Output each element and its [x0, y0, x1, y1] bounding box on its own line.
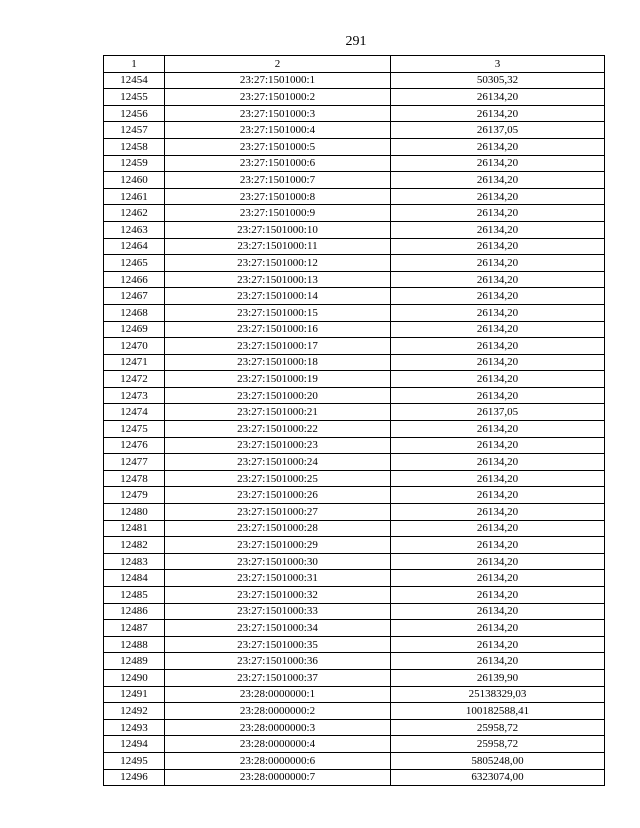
- row-number-cell: 12457: [104, 122, 165, 139]
- cadastral-number-cell: 23:27:1501000:28: [165, 520, 391, 537]
- cadastral-number-cell: 23:28:0000000:2: [165, 703, 391, 720]
- value-cell: 26137,05: [391, 404, 605, 421]
- value-cell: 26134,20: [391, 221, 605, 238]
- value-cell: 26134,20: [391, 155, 605, 172]
- value-cell: 26134,20: [391, 636, 605, 653]
- value-cell: 26134,20: [391, 138, 605, 155]
- row-number-cell: 12476: [104, 437, 165, 454]
- row-number-cell: 12454: [104, 72, 165, 89]
- cadastral-number-cell: 23:27:1501000:18: [165, 354, 391, 371]
- cadastral-number-cell: 23:27:1501000:34: [165, 620, 391, 637]
- cadastral-number-cell: 23:27:1501000:13: [165, 271, 391, 288]
- value-cell: 26134,20: [391, 338, 605, 355]
- cadastral-number-cell: 23:27:1501000:31: [165, 570, 391, 587]
- cadastral-number-cell: 23:27:1501000:15: [165, 304, 391, 321]
- cadastral-number-cell: 23:27:1501000:30: [165, 553, 391, 570]
- cadastral-number-cell: 23:27:1501000:33: [165, 603, 391, 620]
- row-number-cell: 12491: [104, 686, 165, 703]
- cadastral-number-cell: 23:27:1501000:32: [165, 587, 391, 604]
- value-cell: 26134,20: [391, 304, 605, 321]
- cadastral-number-cell: 23:27:1501000:4: [165, 122, 391, 139]
- table-row: [104, 371, 605, 388]
- row-number-cell: 12455: [104, 89, 165, 106]
- table-row: [104, 537, 605, 554]
- table-row: [104, 172, 605, 189]
- table-row: [104, 421, 605, 438]
- row-number-cell: 12480: [104, 504, 165, 521]
- row-number-cell: 12486: [104, 603, 165, 620]
- row-number-cell: 12466: [104, 271, 165, 288]
- value-cell: 25958,72: [391, 736, 605, 753]
- cadastral-number-cell: 23:27:1501000:22: [165, 421, 391, 438]
- table-row: [104, 769, 605, 786]
- table-row: [104, 288, 605, 305]
- cadastral-number-cell: 23:27:1501000:8: [165, 188, 391, 205]
- value-cell: 26134,20: [391, 553, 605, 570]
- table-row: [104, 155, 605, 172]
- value-cell: 26134,20: [391, 437, 605, 454]
- table-row: [104, 736, 605, 753]
- table-row: [104, 105, 605, 122]
- value-cell: 26134,20: [391, 354, 605, 371]
- cadastral-number-cell: 23:27:1501000:10: [165, 221, 391, 238]
- value-cell: 50305,32: [391, 72, 605, 89]
- value-cell: 26134,20: [391, 188, 605, 205]
- registry-table: [103, 55, 605, 786]
- value-cell: 26134,20: [391, 570, 605, 587]
- table-row: [104, 686, 605, 703]
- cadastral-number-cell: 23:27:1501000:21: [165, 404, 391, 421]
- cadastral-number-cell: 23:28:0000000:6: [165, 752, 391, 769]
- cadastral-number-cell: 23:27:1501000:12: [165, 255, 391, 272]
- value-cell: 26134,20: [391, 653, 605, 670]
- value-cell: 25138329,03: [391, 686, 605, 703]
- table-row: [104, 205, 605, 222]
- table-row: [104, 703, 605, 720]
- value-cell: 26134,20: [391, 205, 605, 222]
- value-cell: 100182588,41: [391, 703, 605, 720]
- value-cell: 26137,05: [391, 122, 605, 139]
- row-number-cell: 12469: [104, 321, 165, 338]
- row-number-cell: 12458: [104, 138, 165, 155]
- row-number-cell: 12472: [104, 371, 165, 388]
- row-number-cell: 12459: [104, 155, 165, 172]
- cadastral-number-cell: 23:28:0000000:4: [165, 736, 391, 753]
- cadastral-number-cell: 23:27:1501000:20: [165, 387, 391, 404]
- row-number-cell: 12467: [104, 288, 165, 305]
- cadastral-number-cell: 23:27:1501000:9: [165, 205, 391, 222]
- cadastral-number-cell: 23:28:0000000:7: [165, 769, 391, 786]
- row-number-cell: 12463: [104, 221, 165, 238]
- table-row: [104, 719, 605, 736]
- value-cell: 26134,20: [391, 371, 605, 388]
- cadastral-number-cell: 23:27:1501000:26: [165, 487, 391, 504]
- table-row: [104, 321, 605, 338]
- cadastral-number-cell: 23:27:1501000:14: [165, 288, 391, 305]
- value-cell: 26134,20: [391, 587, 605, 604]
- row-number-cell: 12462: [104, 205, 165, 222]
- table-row: [104, 304, 605, 321]
- cadastral-number-cell: 23:27:1501000:6: [165, 155, 391, 172]
- value-cell: 26134,20: [391, 421, 605, 438]
- table-row: [104, 487, 605, 504]
- value-cell: 26134,20: [391, 255, 605, 272]
- table-row: [104, 636, 605, 653]
- value-cell: 26134,20: [391, 470, 605, 487]
- table-row: [104, 338, 605, 355]
- value-cell: 26139,90: [391, 669, 605, 686]
- cadastral-number-cell: 23:27:1501000:7: [165, 172, 391, 189]
- table-row: [104, 454, 605, 471]
- table-row: [104, 122, 605, 139]
- row-number-cell: 12482: [104, 537, 165, 554]
- cadastral-number-cell: 23:27:1501000:19: [165, 371, 391, 388]
- row-number-cell: 12483: [104, 553, 165, 570]
- table-row: [104, 603, 605, 620]
- row-number-cell: 12473: [104, 387, 165, 404]
- column-header: 3: [391, 56, 605, 73]
- row-number-cell: 12460: [104, 172, 165, 189]
- row-number-cell: 12468: [104, 304, 165, 321]
- table-row: [104, 138, 605, 155]
- cadastral-number-cell: 23:27:1501000:27: [165, 504, 391, 521]
- row-number-cell: 12485: [104, 587, 165, 604]
- table-row: [104, 669, 605, 686]
- cadastral-number-cell: 23:28:0000000:3: [165, 719, 391, 736]
- value-cell: 26134,20: [391, 238, 605, 255]
- value-cell: 26134,20: [391, 520, 605, 537]
- value-cell: 5805248,00: [391, 752, 605, 769]
- table-row: [104, 620, 605, 637]
- table-row: [104, 255, 605, 272]
- table-body: [104, 56, 605, 786]
- cadastral-number-cell: 23:27:1501000:1: [165, 72, 391, 89]
- value-cell: 26134,20: [391, 504, 605, 521]
- row-number-cell: 12464: [104, 238, 165, 255]
- row-number-cell: 12484: [104, 570, 165, 587]
- table-row: [104, 221, 605, 238]
- page-number: 291: [345, 34, 367, 49]
- table-row: [104, 570, 605, 587]
- row-number-cell: 12475: [104, 421, 165, 438]
- table-row: [104, 587, 605, 604]
- cadastral-number-cell: 23:27:1501000:29: [165, 537, 391, 554]
- table-row: [104, 553, 605, 570]
- row-number-cell: 12496: [104, 769, 165, 786]
- table-row: [104, 520, 605, 537]
- cadastral-number-cell: 23:27:1501000:5: [165, 138, 391, 155]
- value-cell: 26134,20: [391, 537, 605, 554]
- cadastral-number-cell: 23:27:1501000:2: [165, 89, 391, 106]
- cadastral-number-cell: 23:27:1501000:3: [165, 105, 391, 122]
- table-row: [104, 470, 605, 487]
- column-header: 2: [165, 56, 391, 73]
- value-cell: 26134,20: [391, 603, 605, 620]
- column-header: 1: [104, 56, 165, 73]
- value-cell: 6323074,00: [391, 769, 605, 786]
- table-row: [104, 89, 605, 106]
- row-number-cell: 12487: [104, 620, 165, 637]
- row-number-cell: 12474: [104, 404, 165, 421]
- row-number-cell: 12465: [104, 255, 165, 272]
- cadastral-number-cell: 23:27:1501000:24: [165, 454, 391, 471]
- table-row: [104, 404, 605, 421]
- cadastral-number-cell: 23:27:1501000:23: [165, 437, 391, 454]
- value-cell: 26134,20: [391, 454, 605, 471]
- value-cell: 26134,20: [391, 487, 605, 504]
- row-number-cell: 12456: [104, 105, 165, 122]
- row-number-cell: 12481: [104, 520, 165, 537]
- cadastral-number-cell: 23:27:1501000:36: [165, 653, 391, 670]
- cadastral-number-cell: 23:28:0000000:1: [165, 686, 391, 703]
- cadastral-number-cell: 23:27:1501000:17: [165, 338, 391, 355]
- value-cell: 26134,20: [391, 105, 605, 122]
- cadastral-number-cell: 23:27:1501000:35: [165, 636, 391, 653]
- value-cell: 26134,20: [391, 321, 605, 338]
- table-header-row: [104, 56, 605, 73]
- row-number-cell: 12471: [104, 354, 165, 371]
- table-row: [104, 354, 605, 371]
- row-number-cell: 12478: [104, 470, 165, 487]
- value-cell: 26134,20: [391, 288, 605, 305]
- row-number-cell: 12493: [104, 719, 165, 736]
- cadastral-number-cell: 23:27:1501000:11: [165, 238, 391, 255]
- row-number-cell: 12470: [104, 338, 165, 355]
- value-cell: 26134,20: [391, 172, 605, 189]
- cadastral-number-cell: 23:27:1501000:37: [165, 669, 391, 686]
- value-cell: 26134,20: [391, 387, 605, 404]
- row-number-cell: 12490: [104, 669, 165, 686]
- cadastral-number-cell: 23:27:1501000:16: [165, 321, 391, 338]
- row-number-cell: 12495: [104, 752, 165, 769]
- table-row: [104, 437, 605, 454]
- table-row: [104, 188, 605, 205]
- value-cell: 26134,20: [391, 89, 605, 106]
- table-row: [104, 271, 605, 288]
- table-row: [104, 653, 605, 670]
- row-number-cell: 12461: [104, 188, 165, 205]
- table-row: [104, 387, 605, 404]
- row-number-cell: 12492: [104, 703, 165, 720]
- row-number-cell: 12489: [104, 653, 165, 670]
- table-row: [104, 238, 605, 255]
- row-number-cell: 12479: [104, 487, 165, 504]
- value-cell: 25958,72: [391, 719, 605, 736]
- table-row: [104, 504, 605, 521]
- value-cell: 26134,20: [391, 620, 605, 637]
- table-row: [104, 72, 605, 89]
- row-number-cell: 12477: [104, 454, 165, 471]
- value-cell: 26134,20: [391, 271, 605, 288]
- row-number-cell: 12494: [104, 736, 165, 753]
- row-number-cell: 12488: [104, 636, 165, 653]
- table-row: [104, 752, 605, 769]
- cadastral-number-cell: 23:27:1501000:25: [165, 470, 391, 487]
